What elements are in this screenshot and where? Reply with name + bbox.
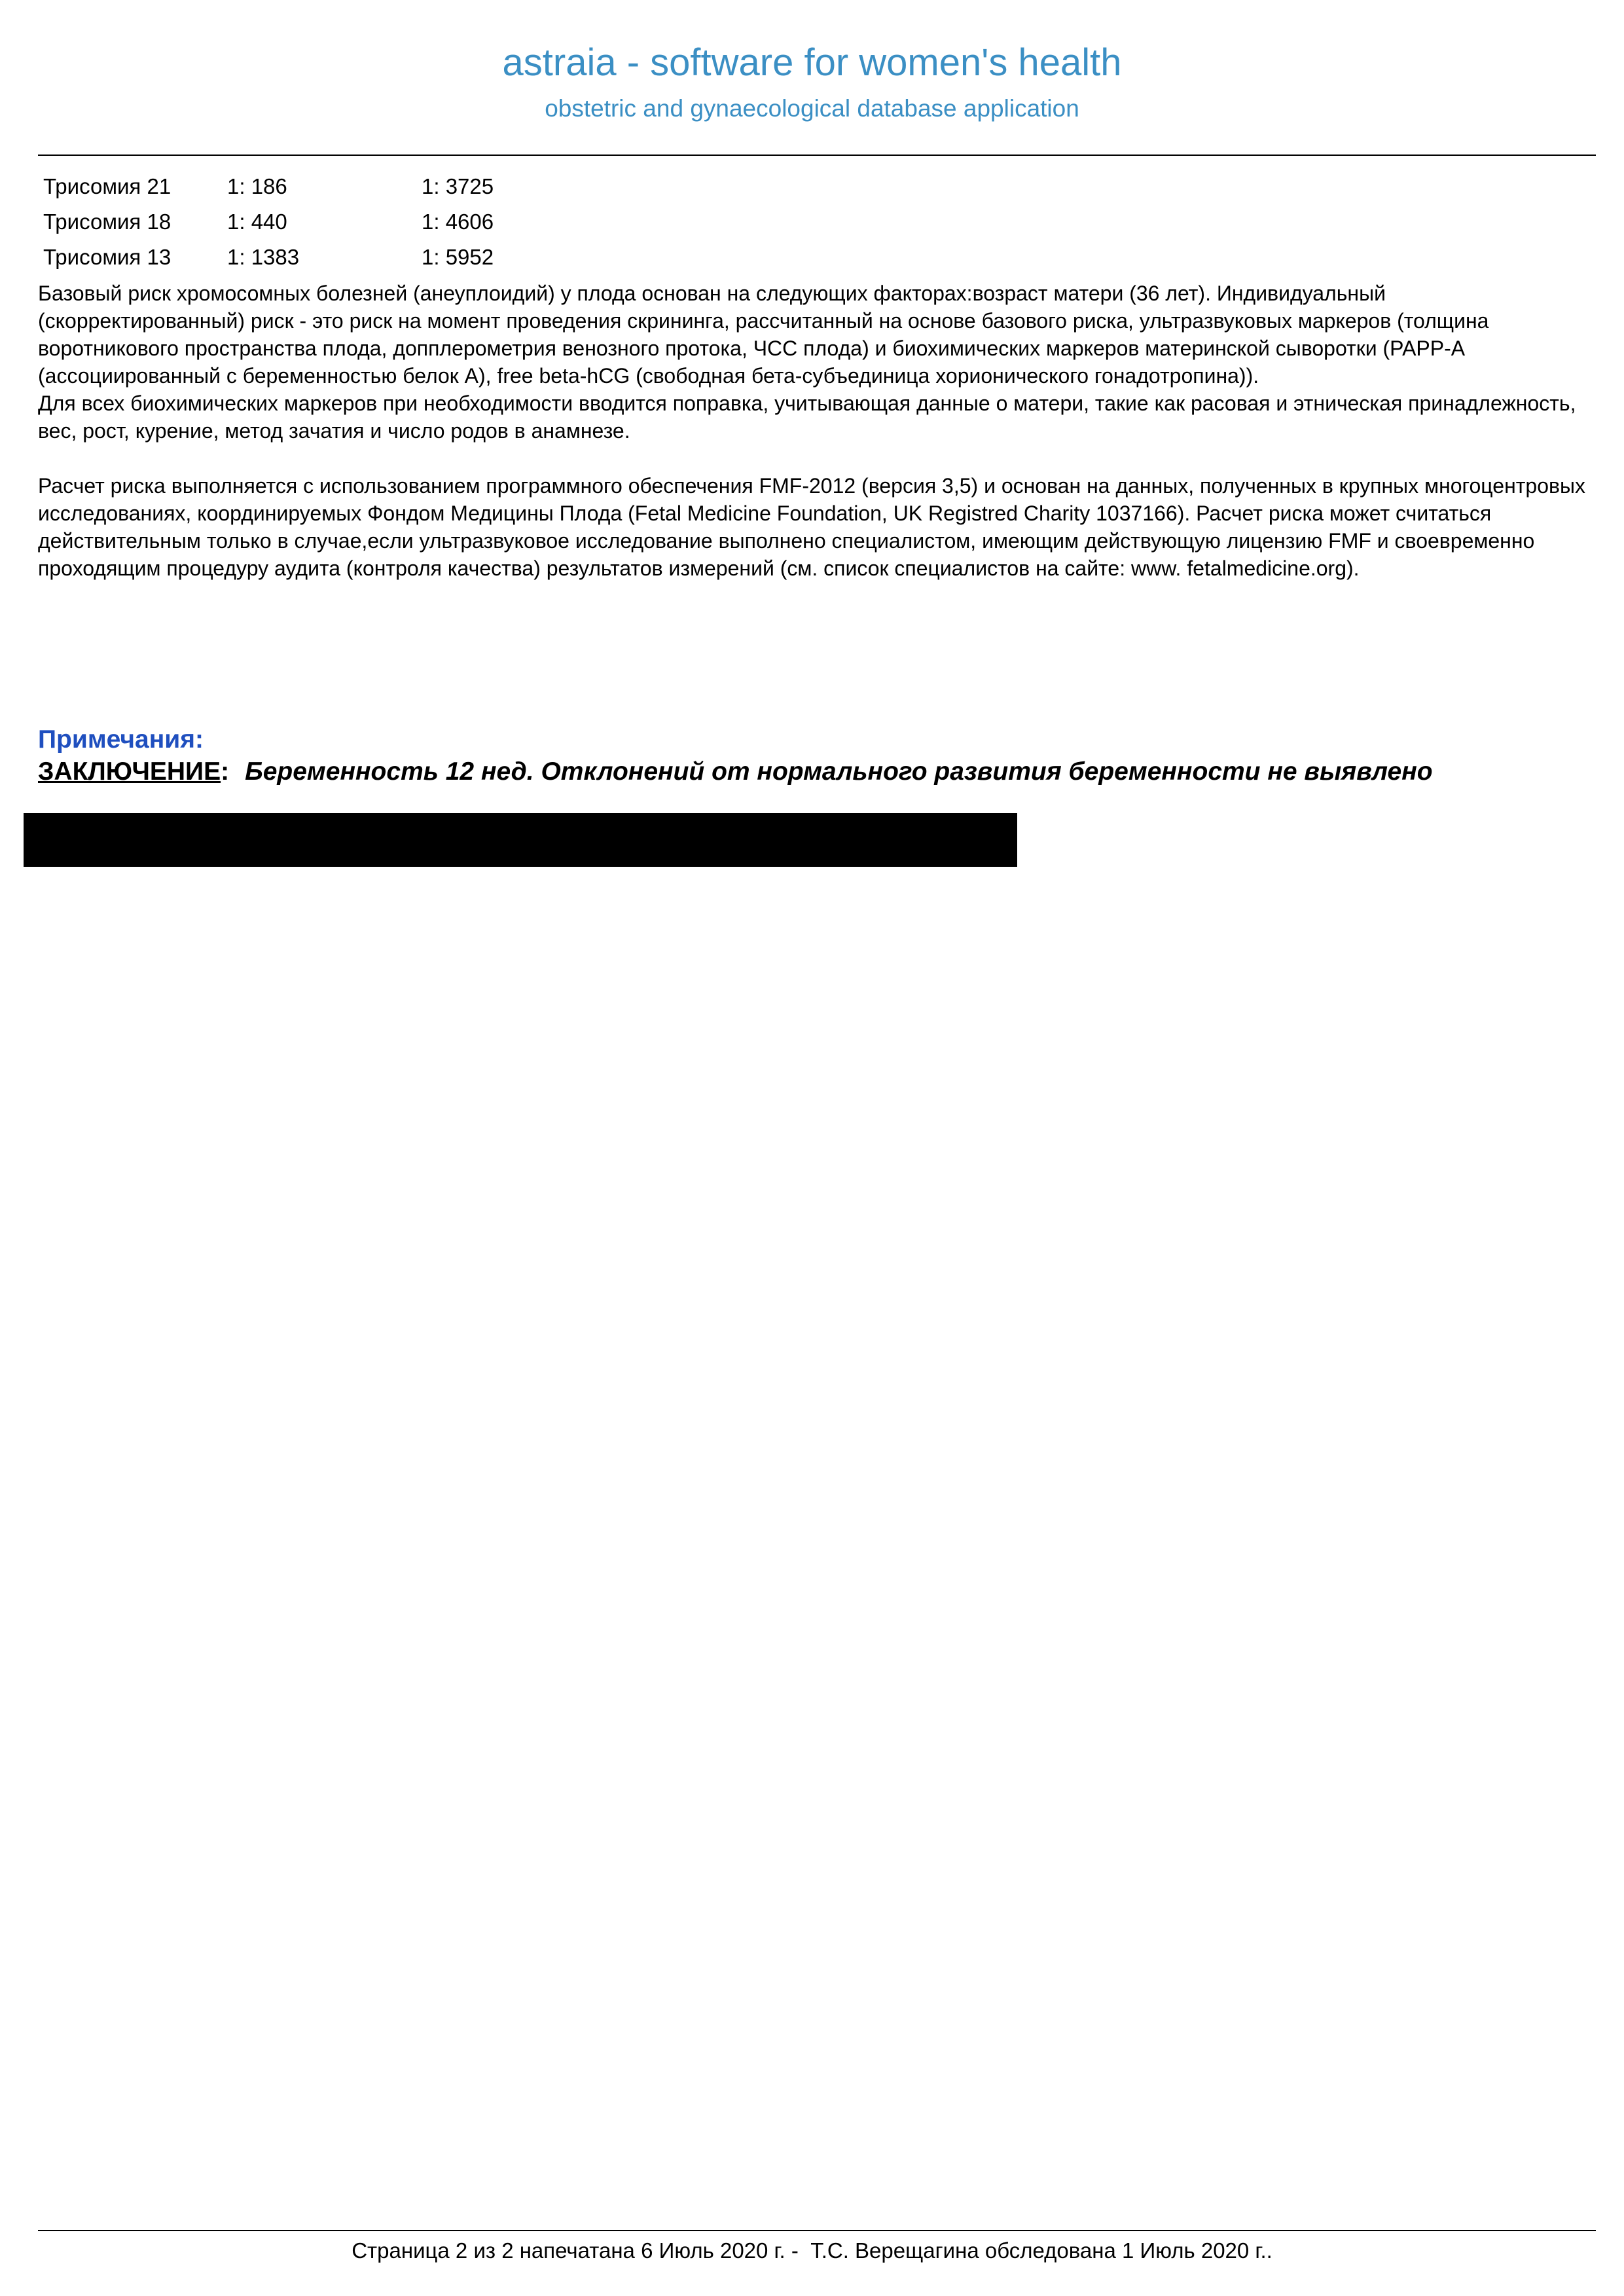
conclusion [38,755,1433,789]
conclusion-text: Беременность 12 нед. Отклонений от нормального развития беременности не выявлено [245,757,1433,786]
risk-explanation-paragraph: Базовый риск хромосомных болезней (анеуплоидий) у плода основан на следующих факторах:возраст матери (36 лет). Индивидуальный (скорректированный) риск - это риск на момент проведения скрининга, рассчитанный на основе базового риска, ультразвуковых маркеров (толщина воротникового пространства плода, допплерометрия венозного протока, ЧСС плода) и биохимических маркеров материнской сыворотки (PAPP-A (ассоциированный с беременностью белок А), free beta-hCG (свободная бета-субъединица хорионического гонадотропина)). Для всех биохимических маркеров при необходимости вводится поправка, учитывающая данные о матери, такие как расовая и этническая принадлежность, вес, рост, курение, метод зачатия и число родов в анамнезе. [38,282,1576,443]
app-title: astraia - software for women's health [502,41,1122,84]
header-divider [38,155,1596,156]
page-footer: Страница 2 из 2 напечатана 6 Июль 2020 г. - Т.С. Верещагина обследована 1 Июль 2020 г.. [352,2238,1272,2263]
base-risk: 1: 5952 [422,245,494,269]
risk-calculation-paragraph: Расчет риска выполняется с использованием программного обеспечения FMF-2012 (версия 3,5) и основан на данных, полученных в крупных многоцентровых исследованиях, координируемых Фондом Медицины Плода (Fetal Medicine Foundation, UK Registred Charity 1037166). Расчет риска может считаться действительным только в случае,если ультразвуковое исследование выполнено специалистом, имеющим действующую лицензию FMF и своевременно проходящим процедуру аудита (контроля качества) результатов измерений (см. список специалистов на сайте: www. fetalmedicine.org). [38,474,1585,580]
risk-condition: Трисомия 18 [43,210,171,234]
risk-condition: Трисомия 13 [43,245,171,269]
individual-risk: 1: 1383 [227,245,300,269]
base-risk: 1: 3725 [422,174,494,198]
individual-risk: 1: 440 [227,210,287,234]
base-risk: 1: 4606 [422,210,494,234]
footer-divider [38,2230,1596,2231]
redaction-bar [24,813,1017,867]
risk-condition: Трисомия 21 [43,174,171,198]
notes-label: Примечания: [38,725,204,754]
conclusion-label: ЗАКЛЮЧЕНИЕ [38,757,221,786]
conclusion-separator: : [221,757,230,786]
app-subtitle: obstetric and gynaecological database application [545,95,1079,122]
individual-risk: 1: 186 [227,174,287,198]
